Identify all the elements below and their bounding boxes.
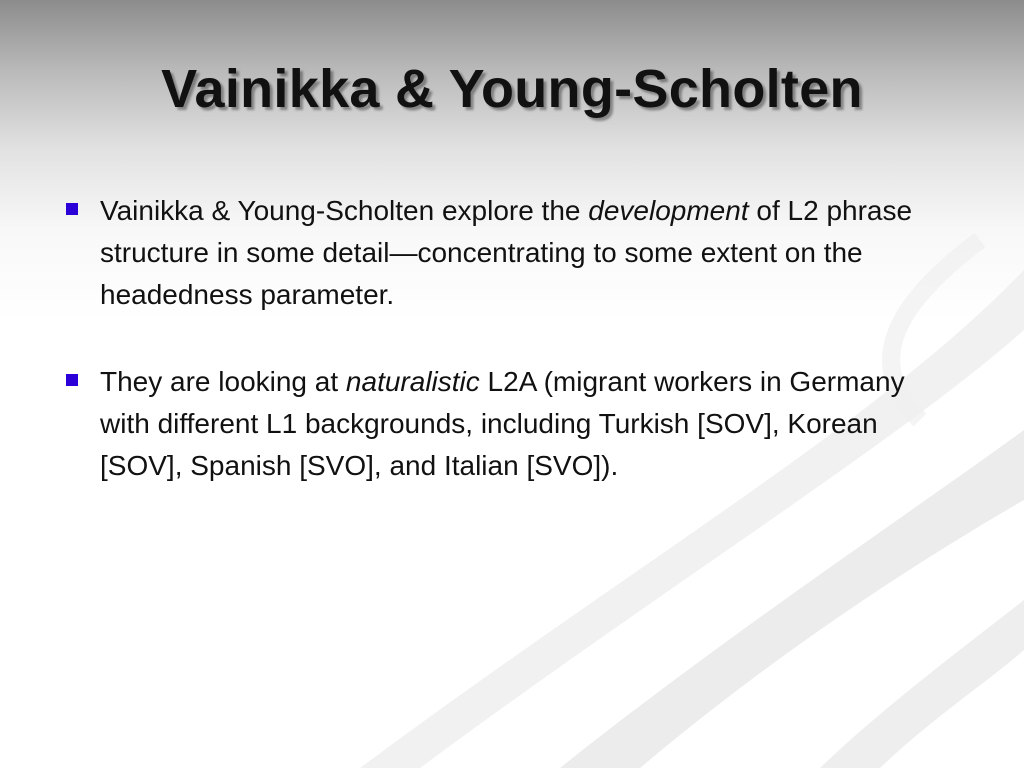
emphasized-term: development xyxy=(588,195,749,226)
bullet-item xyxy=(62,190,962,316)
slide-title: Vainikka & Young-Scholten xyxy=(161,59,863,119)
square-bullet-icon xyxy=(66,203,78,215)
bullet-text: Vainikka & Young-Scholten explore the development of L2 phrase structure in some detail—concentrating to some extent on the headedness parameter. xyxy=(100,195,913,310)
bullet-list xyxy=(62,190,962,532)
square-bullet-icon xyxy=(66,374,78,386)
bullet-item xyxy=(62,361,962,487)
bullet-text: They are looking at naturalistic L2A (migrant workers in Germany with different L1 backgrounds, including Turkish [SOV], Korean [SOV], Spanish [SVO], and Italian [SVO]). xyxy=(100,366,905,481)
emphasized-term: naturalistic xyxy=(345,366,480,397)
